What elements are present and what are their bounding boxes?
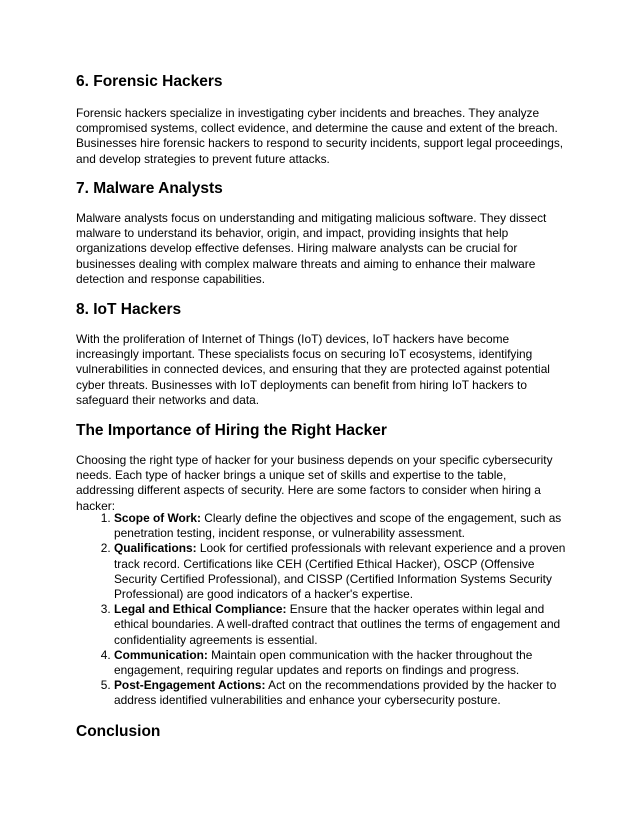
list-item-text: Ensure that the hacker operates within legal and ethical boundaries. A well-drafted contract that outlines the terms of engagement and confidentiality agreements is essential.: [114, 602, 561, 647]
list-item-legal-compliance: [114, 602, 569, 648]
paragraph-forensic-hackers: Forensic hackers specialize in investigating cyber incidents and breaches. They analyze compromised systems, collect evidence, and determine the cause and extent of the breach. Businesses hire forensic hackers to respond to security incidents, support legal proceedings, and develop strategies to prevent future attacks.: [76, 106, 564, 166]
list-item-qualifications: [114, 541, 569, 602]
list-item-text: Clearly define the objectives and scope of the engagement, such as penetration testing, incident response, or vulnerability assessment.: [114, 511, 562, 541]
list-item-label: Communication:: [114, 647, 208, 662]
factors-list: [76, 511, 569, 709]
list-item-text: Look for certified professionals with relevant experience and a proven track record. Certifications like CEH (Certified Ethical Hacker), OSCP (Offensive Security Certified Professional), and CISSP (Certified Information Systems Security Professional) are good indicators of a hacker's expertise.: [114, 541, 566, 602]
heading-malware-analysts: 7. Malware Analysts: [76, 180, 223, 197]
paragraph-malware-analysts: Malware analysts focus on understanding and mitigating malicious software. They dissect malware to understand its behavior, origin, and impact, providing insights that help organizations develop effective defenses. Hiring malware analysts can be crucial for businesses dealing with complex malware threats and aiming to enhance their malware detection and response capabilities.: [76, 211, 547, 286]
list-item-text: Maintain open communication with the hacker throughout the engagement, requiring regular updates and reports on findings and progress.: [114, 647, 533, 678]
list-item-communication: [114, 648, 569, 678]
list-item-label: Legal and Ethical Compliance:: [114, 602, 287, 617]
list-item-label: Scope of Work:: [114, 511, 201, 525]
heading-importance: The Importance of Hiring the Right Hacker: [76, 422, 387, 439]
list-item-label: Post-Engagement Actions:: [114, 678, 266, 693]
list-item-post-engagement: [114, 678, 569, 708]
list-item-scope-of-work: [114, 511, 569, 541]
heading-forensic-hackers: 6. Forensic Hackers: [76, 73, 223, 90]
list-item-text: Act on the recommendations provided by the hacker to address identified vulnerabilities and enhance your cybersecurity posture.: [114, 678, 557, 708]
heading-iot-hackers: 8. IoT Hackers: [76, 301, 182, 318]
heading-conclusion: Conclusion: [76, 723, 161, 740]
paragraph-iot-hackers: With the proliferation of Internet of Things (IoT) devices, IoT hackers have become increasingly important. These specialists focus on securing IoT ecosystems, identifying vulnerabilities in connected devices, and ensuring that they are protected against potential cyber threats. Businesses with IoT deployments can benefit from hiring IoT hackers to safeguard their networks and data.: [76, 332, 550, 407]
list-item-label: Qualifications:: [114, 541, 197, 556]
paragraph-importance-intro: Choosing the right type of hacker for your business depends on your specific cybersecurity needs. Each type of hacker brings a unique set of skills and expertise to the table, addressing different aspects of security. Here are some factors to consider when hiring a hacker:: [76, 453, 553, 513]
